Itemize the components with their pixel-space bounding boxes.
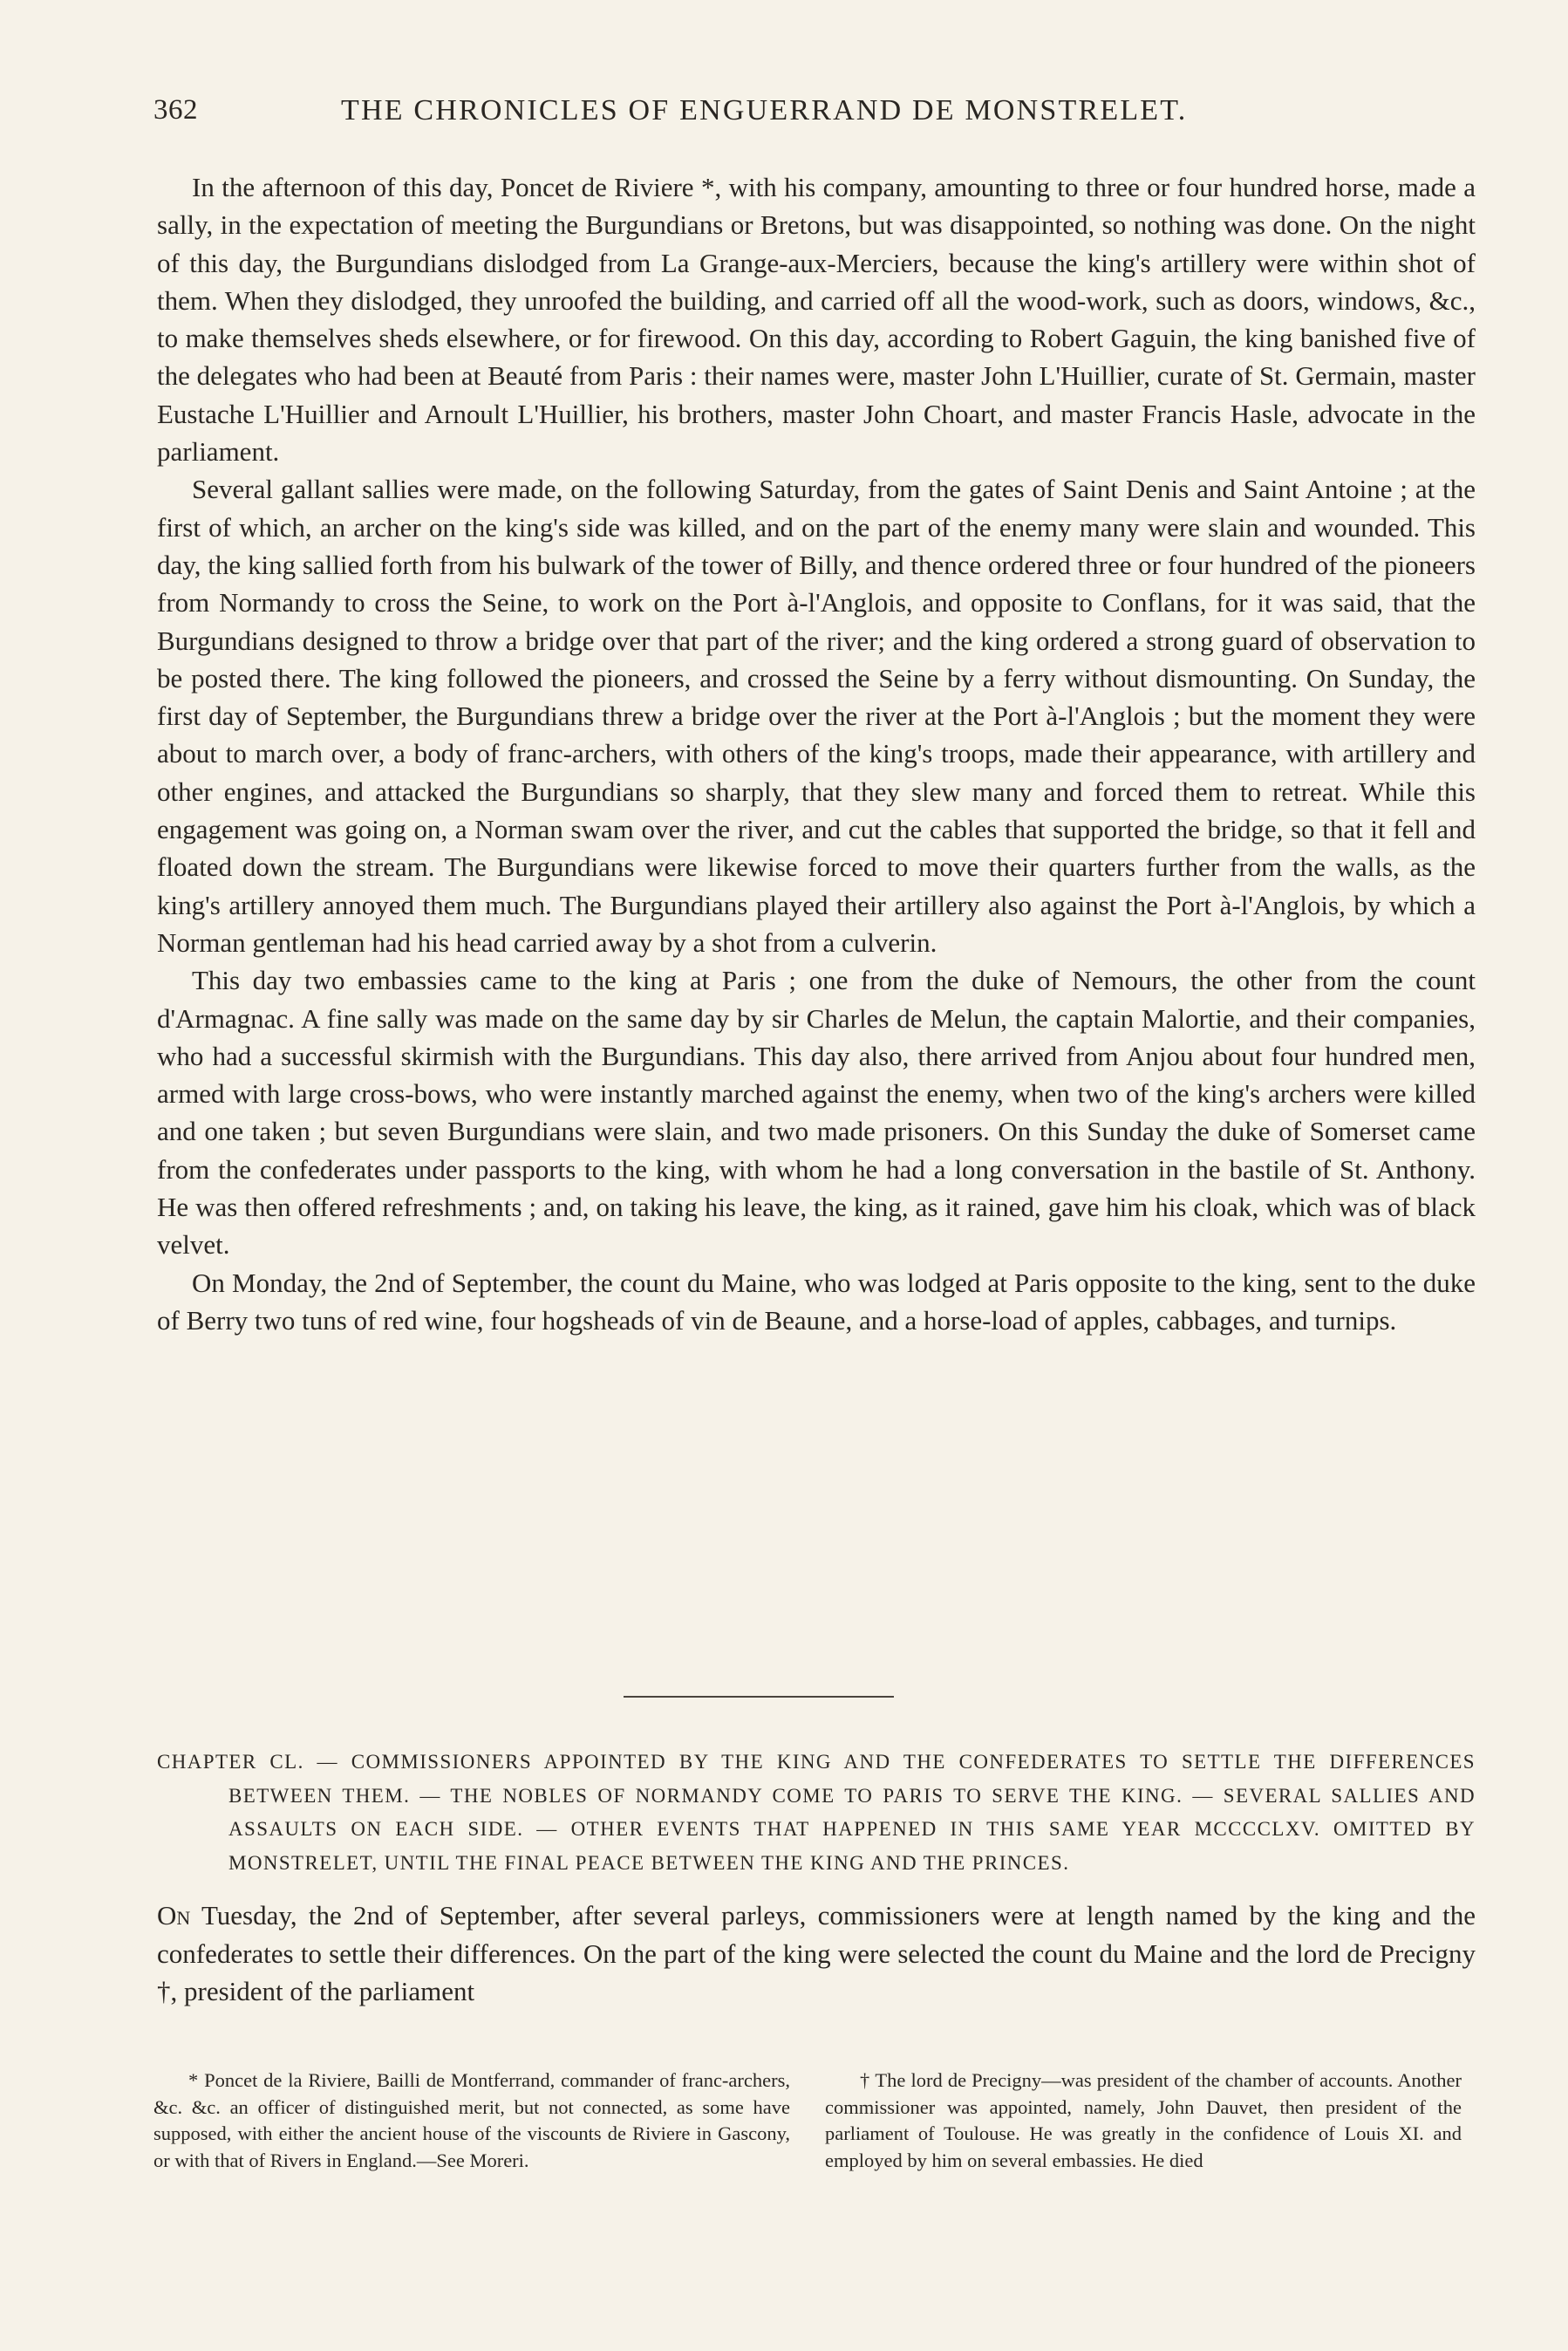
section-divider bbox=[624, 1696, 894, 1698]
chapter-opening-text: Tuesday, the 2nd of September, after several parleys, commissioners were at length named by the king and the confederates to settle their differences. On the part of the king were selected the count du Maine and the lord de Precigny †, president of the parliament bbox=[157, 1900, 1476, 2006]
paragraph: On Monday, the 2nd of September, the count du Maine, who was lodged at Paris opposite to the king, sent to the duke of Berry two tuns of red wine, four hogsheads of vin de Beaune, and a horse-load of apples, cabbages, and turnips. bbox=[157, 1267, 1476, 1336]
footnote: * Poncet de la Riviere, Bailli de Montferrand, commander of franc-archers, &c. &c. an officer of distinguished merit, but not connected, as some have supposed, with either the ancient house of the viscounts de Riviere in Gascony, or with that of Rivers in England.—See Moreri. bbox=[153, 2069, 790, 2171]
footnotes bbox=[153, 2067, 1479, 2303]
page-number: 362 bbox=[153, 94, 198, 126]
paragraph: This day two embassies came to the king at Paris ; one from the duke of Nemours, the other from the count d'Armagnac. A fine sally was made on the same day by sir Charles de Melun, the captain Malortie, and their companies, who had a successful skirmish with the Burgundians. This day also, there arrived from Anjou about four hundred men, armed with large cross-bows, who were instantly marched against the enemy, when two of the king's archers were killed and one taken ; but seven Burgundians were slain, and two made prisoners. On this Sunday the duke of Somerset came from the confederates under passports to the king, with whom he had a long conversation in the bastile of St. Anthony. He was then offered refreshments ; and, on taking his leave, the king, as it rained, gave him his cloak, which was of black velvet. bbox=[157, 965, 1476, 1261]
chapter-opening-paragraph bbox=[157, 1897, 1476, 2011]
footnote: † The lord de Precigny—was president of the chamber of accounts. Another commissioner was appointed, namely, John Dauvet, then president of the parliament of Toulouse. He was greatly in the confidence of Louis XI. and employed by him on several embassies. He died bbox=[825, 2069, 1462, 2171]
main-text bbox=[157, 168, 1476, 1339]
paragraph: In the afternoon of this day, Poncet de Riviere *, with his company, amounting to three or four hundred horse, made a sally, in the expectation of meeting the Burgundians or Bretons, but was disappointed, so nothing was done. On the night of this day, the Burgundians dislodged from La Grange-aux-Merciers, because the king's artillery were within shot of them. When they dislodged, they unroofed the building, and carried off all the wood-work, such as doors, windows, &c., to make themselves sheds elsewhere, or for firewood. On this day, according to Robert Gaguin, the king banished five of the delegates who had been at Beauté from Paris : their names were, master John L'Huillier, curate of St. Germain, master Eustache L'Huillier and Arnoult L'Huillier, his brothers, master John Choart, and master Francis Hasle, advocate in the parliament. bbox=[157, 172, 1476, 468]
chapter-lead-word: On bbox=[157, 1900, 191, 1931]
chapter-opening bbox=[157, 1897, 1476, 2011]
paragraph: Several gallant sallies were made, on the following Saturday, from the gates of Saint Denis and Saint Antoine ; at the first of which, an archer on the king's side was killed, and on the part of the enemy many were slain and wounded. This day, the king sallied forth from his bulwark of the tower of Billy, and thence ordered three or four hundred of the pioneers from Normandy to cross the Seine, to work on the Port à-l'Anglois, and opposite to Conflans, for it was said, that the Burgundians designed to throw a bridge over that part of the river; and the king ordered a strong guard of observation to be posted there. The king followed the pioneers, and crossed the Seine by a ferry without dismounting. On Sunday, the first day of September, the Burgundians threw a bridge over the river at the Port à-l'Anglois ; but the moment they were about to march over, a body of franc-archers, with others of the king's troops, made their appearance, with artillery and other engines, and attacked the Burgundians so sharply, that they slew many and forced them to retreat. While this engagement was going on, a Norman swam over the river, and cut the cables that supported the bridge, so that it fell and floated down the stream. The Burgundians were likewise forced to move their quarters further from the walls, as the king's artillery annoyed them much. The Burgundians played their artillery also against the Port à-l'Anglois, by which a Norman gentleman had his head carried away by a shot from a culverin. bbox=[157, 474, 1476, 958]
running-title: THE CHRONICLES OF ENGUERRAND DE MONSTRELET. bbox=[341, 94, 1188, 126]
page-header bbox=[153, 87, 1479, 140]
footnote-column-right bbox=[825, 2067, 1462, 2174]
footnote-column-left bbox=[153, 2067, 790, 2174]
chapter-heading: CHAPTER CL. — COMMISSIONERS APPOINTED BY THE KING AND THE CONFEDERATES TO SETTLE THE DIFFERENCES BETWEEN THEM. — THE NOBLES OF NORMANDY COME TO PARIS TO SERVE THE KING. — SEVERAL SALLIES AND ASSAULTS ON EACH SIDE. — OTHER EVENTS THAT HAPPENED IN THIS SAME YEAR MCCCCLXV. OMITTED BY MONSTRELET, UNTIL THE FINAL PEACE BETWEEN THE KING AND THE PRINCES. bbox=[157, 1751, 1476, 1874]
